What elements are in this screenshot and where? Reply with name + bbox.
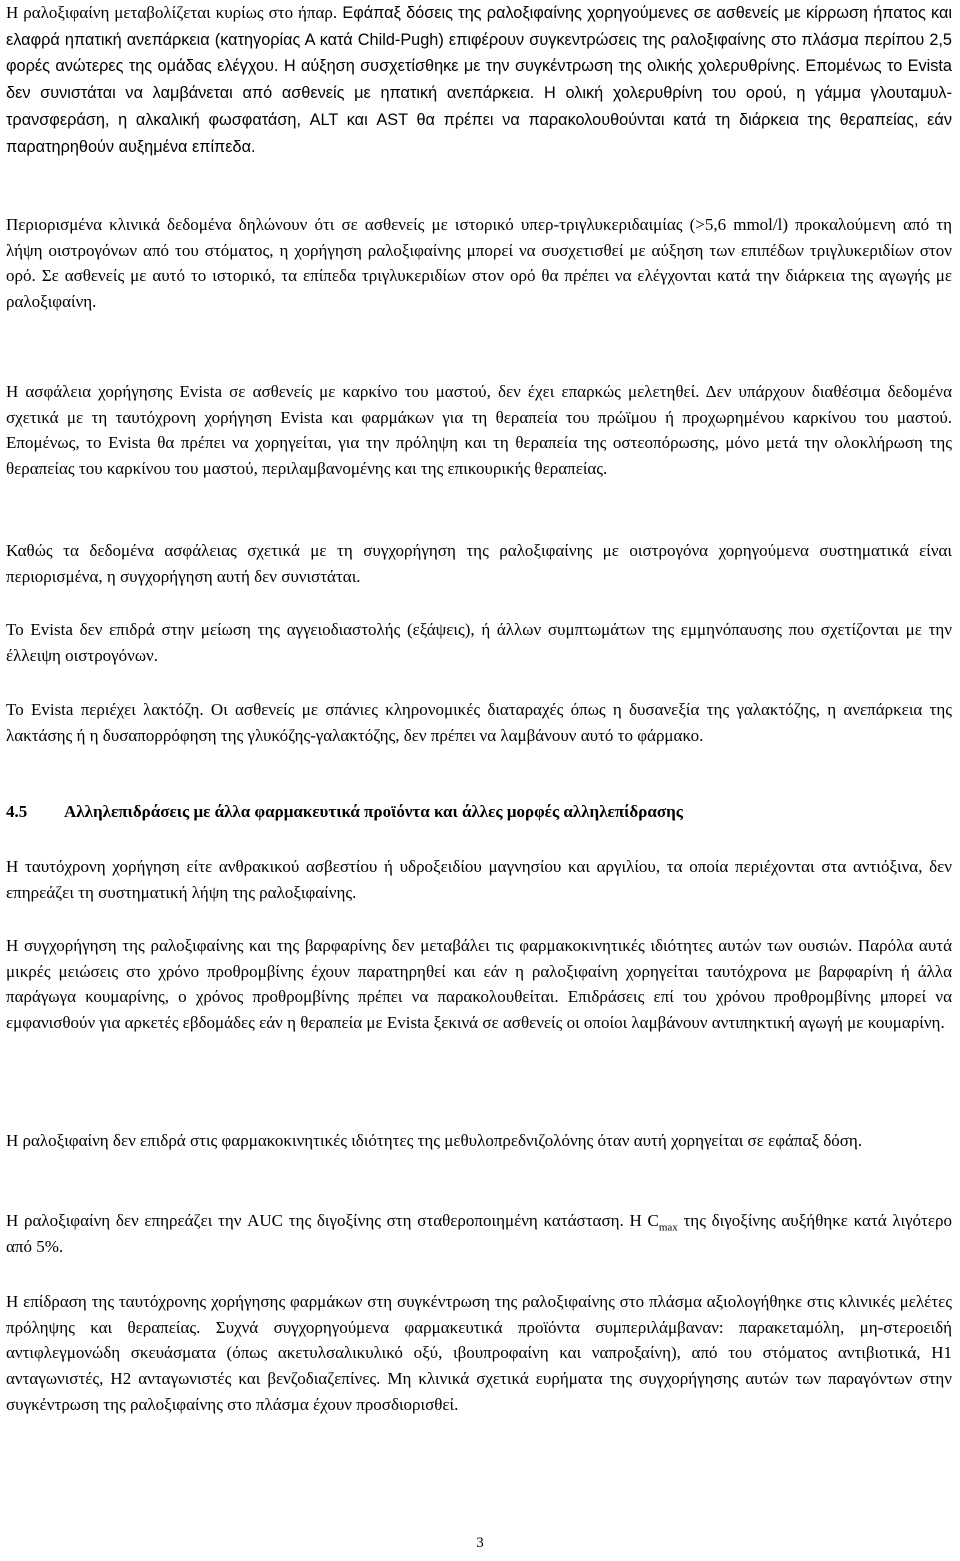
paragraph-hepatic-lead: Η ραλοξιφαίνη μεταβολίζεται κυρίως στο ήπαρ. [6, 3, 338, 22]
paragraph-estrogens: Καθώς τα δεδομένα ασφάλειας σχετικά με τη συγχορήγηση της ραλοξιφαίνης με οιστρογόνα χορηγούμενα συστηματικά είναι περιορισμένα, η συγχορήγηση αυτή δεν συνιστάται. [6, 541, 952, 586]
paragraph-triglycerides: Περιορισμένα κλινικά δεδομένα δηλώνουν ότι σε ασθενείς με ιστορικό υπερ-τριγλυκεριδαιμίας (>5,6 mmol/l) προκαλούμενη από τη λήψη οιστρογόνων από του στόματος, η χορήγηση ραλοξιφαίνης μπορεί να συσχετισθεί με αύξηση των επιπέδων τριγλυκεριδίων στον ορό. Σε ασθενείς με αυτό το ιστορικό, τα επίπεδα τριγλυκεριδίων στον ορό θα πρέπει να ελέγχονται κατά την διάρκεια της αγωγής με ραλοξιφαίνη. [6, 215, 952, 312]
section-title: Αλληλεπιδράσεις με άλλα φαρμακευτικά προϊόντα και άλλες μορφές αλληλεπίδρασης [64, 802, 683, 821]
paragraph-warfarin: Η συγχορήγηση της ραλοξιφαίνης και της βαρφαρίνης δεν μεταβάλει τις φαρμακοκινητικές ιδιότητες αυτών των ουσιών. Παρόλα αυτά μικρές μειώσεις στο χρόνο προθρομβίνης έχουν παρατηρηθεί και εάν η ραλοξιφαίνη χορηγείται ταυτόχρονα με βαρφαρίνη ή άλλα παράγωγα κουμαρίνης, ο χρόνος προθρομβίνης πρέπει να παρακολουθείται. Επιδράσεις επί του χρόνου προθρομβίνης μπορεί να εμφανισθούν για αρκετές εβδομάδες εάν η θεραπεία με Evista ξεκινά σε ασθενείς οι οποίοι λαμβάνουν αντιπηκτική αγωγή με κουμαρίνη. [6, 936, 952, 1033]
page-number: 3 [476, 1535, 484, 1551]
cmax-subscript: max [658, 1221, 678, 1234]
section-number: 4.5 [6, 802, 28, 821]
paragraph-lactose: Το Evista περιέχει λακτόζη. Οι ασθενείς με σπάνιες κληρονομικές διαταραχές όπως η δυσανεξία της γαλακτόζης, η ανεπάρκεια της λακτάσης ή η δυσαπορρόφηση της γλυκόζης-γαλακτόζης, δεν πρέπει να λαμβάνουν αυτό το φάρμακο. [6, 700, 952, 745]
paragraph-methylprednisolone: Η ραλοξιφαίνη δεν επιδρά στις φαρμακοκινητικές ιδιότητες της μεθυλοπρεδνιζολόνης όταν αυτή χορηγείται σε εφάπαξ δόση. [6, 1131, 863, 1150]
digoxin-text-before: Η ραλοξιφαίνη δεν επηρεάζει την AUC της διγοξίνης στη σταθεροποιημένη κατάσταση. Η C [6, 1211, 659, 1230]
paragraph-vasodilation: Το Evista δεν επιδρά στην μείωση της αγγειοδιαστολής (εξάψεις), ή άλλων συμπτωμάτων της εμμηνόπαυσης που σχετίζονται με την έλλειψη οιστρογόνων. [6, 620, 952, 665]
paragraph-digoxin [6, 1208, 952, 1259]
paragraph-antacids: Η ταυτόχρονη χορήγηση είτε ανθρακικού ασβεστίου ή υδροξειδίου μαγνησίου και αργιλίου, τα οποία περιέχονται στα αντιόξινα, δεν επηρεάζει τη συστηματική λήψη της ραλοξιφαίνης. [6, 857, 952, 902]
paragraph-hepatic-body: Εφάπαξ δόσεις της ραλοξιφαίνης χορηγούμενες σε ασθενείς με κίρρωση ήπατος και ελαφρά ηπατική ανεπάρκεια (κατηγορίας Α κατά Child-Pugh) επιφέρουν συγκεντρώσεις της ραλοξιφαίνης στο πλάσμα περίπου 2,5 φορές ανώτερες της ομάδας ελέγχου. Η αύξηση συσχετίσθηκε με την συγκέντρωση της ολικής χολερυθρίνης. Επομένως το Evista δεν συνιστάται να λαμβάνεται από ασθενείς με ηπατική ανεπάρκεια. Η ολική χολερυθρίνη του ορού, η γάμμα γλουταμυλ-τρανσφεράση, η αλκαλική φωσφατάση, ALT και AST θα πρέπει να παρακολουθούνται κατά τη διάρκεια της θεραπείας, εάν παρατηρηθούν αυξημένα επίπεδα. [6, 4, 953, 156]
paragraph-concomitant: Η επίδραση της ταυτόχρονης χορήγησης φαρμάκων στη συγκέντρωση της ραλοξιφαίνης στο πλάσμα αξιολογήθηκε στις κλινικές μελέτες πρόληψης και θεραπείας. Συχνά συγχορηγούμενα φαρμακευτικά προϊόντα συμπεριλάμβαναν: παρακεταμόλη, μη-στεροειδή αντιφλεγμονώδη σκευάσματα (όπως ακετυλσαλικυλικό οξύ, ιβουπροφαίνη και ναπροξαίνη), από του στόματος αντιβιοτικά, Η1 ανταγωνιστές, Η2 ανταγωνιστές και βενζοδιαζεπίνες. Μη κλινικά σχετικά ευρήματα της συγχορήγησης αυτών των παραγόντων στην συγκέντρωση της ραλοξιφαίνης στο πλάσμα έχουν προσδιορισθεί. [6, 1292, 952, 1414]
section-heading [6, 799, 952, 824]
digoxin-text-after: της διγοξίνης αυξήθηκε κατά λιγότερο από 5%. [6, 1211, 952, 1256]
paragraph-breast-cancer: Η ασφάλεια χορήγησης Evista σε ασθενείς με καρκίνο του μαστού, δεν έχει επαρκώς μελετηθεί. Δεν υπάρχουν διαθέσιμα δεδομένα σχετικά με τη ταυτόχρονη χορήγηση Evista και φαρμάκων για τη θεραπεία του πρώϊμου ή προχωρημένου καρκίνου του μαστού. Επομένως, το Evista θα πρέπει να χορηγείται, για την πρόληψη και τη θεραπεία της οστεοπόρωσης, μόνο μετά την ολοκλήρωση της θεραπείας του καρκίνου του μαστού, περιλαμβανομένης και της επικουρικής θεραπείας. [6, 382, 952, 479]
paragraph-hepatic [6, 0, 952, 160]
